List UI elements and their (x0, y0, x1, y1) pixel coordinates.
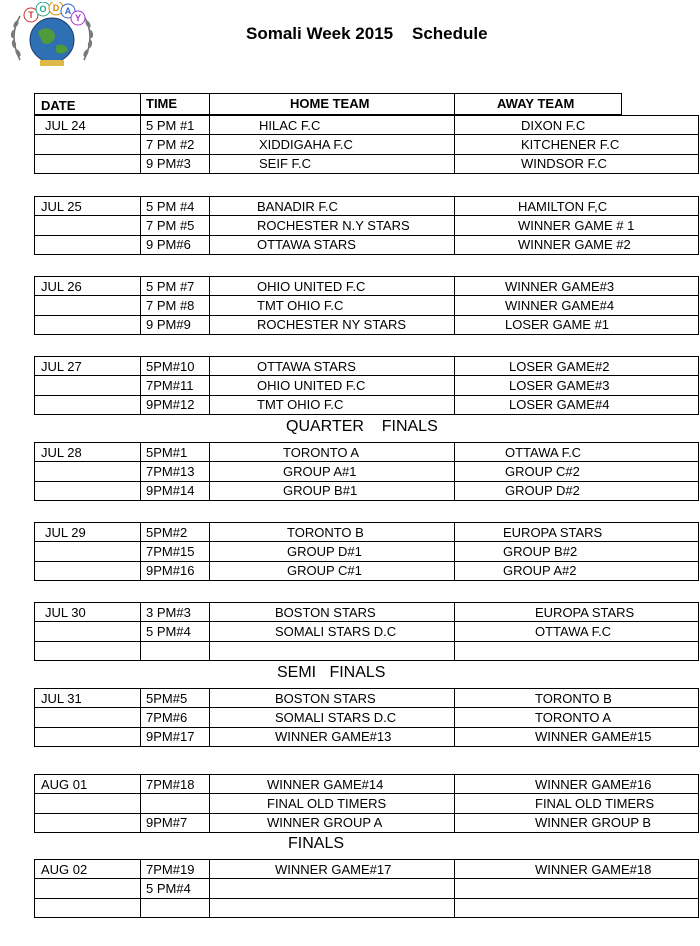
table-row (34, 276, 699, 296)
page-title: Somali Week 2015 Schedule (246, 24, 488, 43)
table-row (34, 115, 699, 135)
time-cell: 5 PM#4 (146, 880, 191, 896)
away-team-cell: LOSER GAME#2 (509, 359, 610, 374)
away-team-cell: WINDSOR F.C (521, 156, 607, 172)
table-row (34, 462, 699, 482)
table-row (34, 859, 699, 879)
home-team-cell: HILAC F.C (259, 118, 321, 133)
home-team-cell: GROUP C#1 (287, 563, 362, 579)
away-team-cell: FINAL OLD TIMERS (535, 795, 655, 811)
away-team-cell: WINNER GAME#18 (535, 862, 652, 877)
table-row (34, 794, 699, 814)
time-cell: 9 PM#6 (146, 237, 191, 253)
svg-text:O: O (39, 4, 47, 14)
date-cell: AUG 02 (41, 862, 88, 877)
away-team-cell: LOSER GAME #1 (505, 317, 610, 333)
section-finals: FINALS (288, 835, 345, 852)
home-team-cell: TORONTO A (283, 445, 360, 460)
away-team-cell: WINNER GAME#3 (505, 279, 615, 294)
away-team-cell: LOSER GAME#3 (509, 377, 610, 393)
section-quarter-finals: QUARTER FINALS (286, 418, 438, 435)
time-cell: 3 PM#3 (146, 605, 191, 620)
home-team-cell: TMT OHIO F.C (257, 297, 344, 313)
svg-text:Y: Y (74, 13, 82, 23)
table-row (34, 395, 699, 415)
header-date: DATE (41, 98, 76, 113)
table-row (34, 235, 699, 255)
table-row (34, 774, 699, 794)
home-team-cell: WINNER GROUP A (267, 815, 383, 831)
away-team-cell: TORONTO B (535, 691, 612, 706)
away-team-cell: WINNER GAME#15 (535, 729, 652, 745)
table-row (34, 561, 699, 581)
away-team-cell: WINNER GAME#4 (505, 297, 615, 313)
date-cell: AUG 01 (41, 777, 88, 792)
away-team-cell: HAMILTON F,C (518, 199, 608, 214)
away-team-cell: WINNER GAME # 1 (518, 217, 635, 233)
table-row (34, 879, 699, 899)
home-team-cell: BOSTON STARS (275, 605, 376, 620)
table-row (34, 442, 699, 462)
away-team-cell: DIXON F.C (521, 118, 586, 133)
time-cell: 7PM#18 (146, 777, 195, 792)
date-cell: JUL 31 (41, 691, 82, 706)
time-cell: 9 PM#9 (146, 317, 191, 333)
table-row (34, 196, 699, 216)
date-cell: JUL 29 (45, 525, 86, 540)
time-cell: 5 PM #1 (146, 118, 195, 133)
away-team-cell: GROUP B#2 (503, 543, 578, 559)
time-cell: 7 PM #5 (146, 217, 195, 233)
time-cell: 7 PM #2 (146, 136, 195, 152)
time-cell: 9PM#14 (146, 483, 195, 499)
home-team-cell: ROCHESTER N.Y STARS (257, 217, 410, 233)
date-cell: JUL 28 (41, 445, 82, 460)
home-team-cell: TMT OHIO F.C (257, 397, 344, 413)
home-team-cell: BOSTON STARS (275, 691, 376, 706)
table-row (34, 727, 699, 747)
away-team-cell: EUROPA STARS (503, 525, 603, 540)
home-team-cell: GROUP A#1 (283, 463, 357, 479)
table-row (34, 602, 699, 622)
date-cell: JUL 25 (41, 199, 82, 214)
home-team-cell: XIDDIGAHA F.C (259, 136, 353, 152)
home-team-cell: WINNER GAME#14 (267, 777, 384, 792)
time-cell: 7PM#15 (146, 543, 195, 559)
table-row (34, 641, 699, 661)
today-logo (6, 2, 98, 70)
header-home-team: HOME TEAM (290, 96, 370, 111)
time-cell: 7PM#6 (146, 709, 188, 725)
home-team-cell: SEIF F.C (259, 156, 312, 172)
table-row (34, 154, 699, 174)
home-team-cell: SOMALI STARS D.C (275, 623, 397, 639)
home-team-cell: GROUP B#1 (283, 483, 358, 499)
home-team-cell: FINAL OLD TIMERS (267, 795, 387, 811)
time-cell: 7 PM #8 (146, 297, 195, 313)
away-team-cell: GROUP C#2 (505, 463, 580, 479)
home-team-cell: TORONTO B (287, 525, 364, 540)
header-away-team: AWAY TEAM (497, 96, 575, 111)
time-cell: 5 PM#4 (146, 623, 191, 639)
away-team-cell: OTTAWA F.C (535, 623, 612, 639)
away-team-cell: KITCHENER F.C (521, 136, 620, 152)
time-cell: 9PM#17 (146, 729, 195, 745)
time-cell: 9PM#7 (146, 815, 188, 831)
home-team-cell: OTTAWA STARS (257, 359, 356, 374)
time-cell: 7PM#19 (146, 862, 195, 877)
time-cell: 7PM#13 (146, 463, 195, 479)
time-cell: 9 PM#3 (146, 156, 191, 172)
home-team-cell: OTTAWA STARS (257, 237, 356, 253)
time-cell: 5PM#1 (146, 445, 188, 460)
section-semi-finals: SEMI FINALS (277, 664, 386, 681)
away-team-cell: OTTAWA F.C (505, 445, 582, 460)
table-row (34, 542, 699, 562)
table-row (34, 813, 699, 833)
time-cell: 5 PM #4 (146, 199, 195, 214)
time-cell: 5PM#5 (146, 691, 188, 706)
home-team-cell: WINNER GAME#17 (275, 862, 392, 877)
svg-text:D: D (52, 3, 60, 13)
home-team-cell: ROCHESTER NY STARS (257, 317, 407, 333)
table-row (34, 135, 699, 155)
away-team-cell: TORONTO A (535, 709, 612, 725)
svg-text:A: A (64, 6, 72, 16)
table-row (34, 315, 699, 335)
home-team-cell: OHIO UNITED F.C (257, 377, 366, 393)
table-row (34, 356, 699, 376)
table-row (34, 522, 699, 542)
date-cell: JUL 27 (41, 359, 82, 374)
home-team-cell: OHIO UNITED F.C (257, 279, 366, 294)
table-row (34, 622, 699, 642)
away-team-cell: WINNER GAME#16 (535, 777, 652, 792)
table-row (34, 481, 699, 501)
table-row (34, 688, 699, 708)
time-cell: 5PM#2 (146, 525, 188, 540)
away-team-cell: LOSER GAME#4 (509, 397, 610, 413)
home-team-cell: SOMALI STARS D.C (275, 709, 397, 725)
time-cell: 5 PM #7 (146, 279, 195, 294)
away-team-cell: GROUP A#2 (503, 563, 577, 579)
home-team-cell: WINNER GAME#13 (275, 729, 392, 745)
table-header (34, 93, 622, 115)
time-cell: 9PM#12 (146, 397, 195, 413)
header-time: TIME (146, 96, 178, 111)
home-team-cell: GROUP D#1 (287, 543, 362, 559)
table-row (34, 376, 699, 396)
time-cell: 9PM#16 (146, 563, 195, 579)
table-row (34, 296, 699, 316)
away-team-cell: WINNER GROUP B (535, 815, 652, 831)
away-team-cell: WINNER GAME #2 (518, 237, 631, 253)
home-team-cell: BANADIR F.C (257, 199, 338, 214)
time-cell: 7PM#11 (146, 377, 194, 393)
svg-text:T: T (28, 10, 34, 20)
date-cell: JUL 24 (45, 118, 86, 133)
date-cell: JUL 26 (41, 279, 82, 294)
time-cell: 5PM#10 (146, 359, 195, 374)
away-team-cell: EUROPA STARS (535, 605, 635, 620)
table-row (34, 898, 699, 918)
date-cell: JUL 30 (45, 605, 86, 620)
away-team-cell: GROUP D#2 (505, 483, 580, 499)
table-row (34, 216, 699, 236)
table-row (34, 708, 699, 728)
